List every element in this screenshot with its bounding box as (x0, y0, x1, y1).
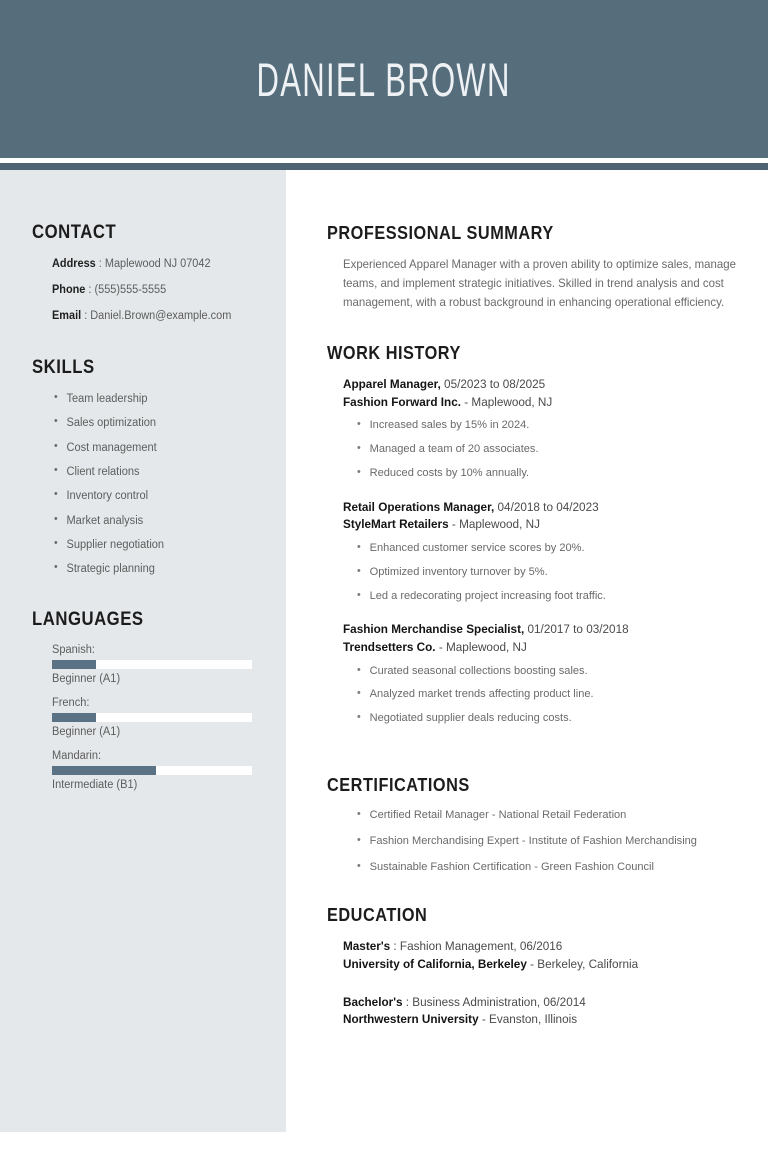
education-school-line (343, 956, 730, 974)
job-company-line (343, 639, 730, 657)
languages-heading: LANGUAGES (32, 608, 144, 630)
skill-item: • Cost management (54, 441, 252, 455)
skill-item: • Market analysis (54, 514, 252, 528)
language-name: French: (52, 696, 90, 709)
job-location: - Maplewood, NJ (438, 639, 527, 654)
job-dates: 05/2023 to 08/2025 (444, 377, 546, 392)
job-bullet-list (343, 664, 742, 726)
job-bullet: • Increased sales by 15% in 2024. (357, 418, 730, 433)
skill-item: • Sales optimization (54, 416, 252, 430)
job-bullet: • Enhanced customer service scores by 20%. (357, 541, 730, 556)
summary-heading: PROFESSIONAL SUMMARY (327, 222, 554, 243)
skill-item: • Strategic planning (54, 562, 252, 576)
certifications-section (327, 774, 742, 874)
language-name: Mandarin: (52, 749, 102, 762)
job-title: Retail Operations Manager, (343, 499, 495, 514)
education-degree-label: Master's (343, 939, 391, 954)
certification-item: • Sustainable Fashion Certification - Green Fashion Council (357, 860, 730, 875)
job-location: - Maplewood, NJ (464, 394, 553, 409)
job-title: Fashion Merchandise Specialist, (343, 622, 525, 637)
language-proficiency-track (52, 660, 252, 669)
languages-list (32, 644, 260, 791)
language-proficiency-track (52, 766, 252, 775)
job-company: Fashion Forward Inc. (343, 394, 461, 409)
certifications-heading: CERTIFICATIONS (327, 773, 470, 795)
contact-email-row (52, 309, 250, 324)
work-history-heading: WORK HISTORY (327, 342, 461, 364)
skills-section (32, 357, 260, 577)
job-bullet: • Managed a team of 20 associates. (357, 442, 730, 457)
language-level: Beginner (A1) (52, 725, 121, 738)
sidebar-column (0, 170, 286, 1132)
education-degree-value: : Business Administration, 06/2014 (405, 994, 586, 1009)
skill-item: • Inventory control (54, 489, 252, 503)
education-entry (343, 938, 742, 973)
education-section (327, 904, 742, 1028)
education-school: Northwestern University (343, 1012, 479, 1027)
job-title-line (343, 376, 730, 394)
summary-text: Experienced Apparel Manager with a proven ability to optimize sales, manage teams, and implement strategic initiatives. Skilled in trend analysis and cost management, with a robust background in enhancing operational efficiency. (343, 258, 736, 309)
skills-heading: SKILLS (32, 356, 95, 378)
education-school-location: - Evanston, Illinois (481, 1012, 578, 1027)
education-school-line (343, 1011, 730, 1029)
job-bullet-list (343, 418, 742, 480)
contact-address-value: : Maplewood NJ 07042 (98, 258, 211, 270)
skill-item: • Team leadership (54, 392, 252, 406)
education-school: University of California, Berkeley (343, 957, 527, 971)
language-item (52, 644, 260, 685)
education-heading: EDUCATION (327, 904, 428, 926)
contact-phone-label: Phone (52, 283, 86, 296)
education-degree-value: : Fashion Management, 06/2016 (393, 939, 563, 954)
job-bullet: • Analyzed market trends affecting product line. (357, 687, 730, 702)
job-entry (343, 499, 742, 604)
skills-list (32, 392, 260, 577)
job-bullet: • Curated seasonal collections boosting sales. (357, 664, 730, 679)
language-item (52, 750, 260, 791)
contact-list (32, 257, 260, 324)
job-company-line (343, 394, 730, 412)
language-proficiency-fill (52, 660, 96, 669)
language-level: Beginner (A1) (52, 672, 121, 685)
job-title-line (343, 621, 730, 639)
job-dates: 01/2017 to 03/2018 (527, 622, 629, 637)
skill-item: • Client relations (54, 465, 252, 479)
contact-section (32, 222, 260, 324)
language-proficiency-fill (52, 766, 156, 775)
certifications-list (327, 808, 742, 874)
main-column (291, 170, 768, 1152)
skill-item: • Supplier negotiation (54, 538, 252, 552)
language-item (52, 697, 260, 738)
education-degree-line (343, 994, 730, 1012)
job-bullet: • Led a redecorating project increasing foot traffic. (357, 589, 730, 604)
job-title: Apparel Manager, (343, 377, 441, 392)
job-company: Trendsetters Co. (343, 639, 436, 654)
job-bullet: • Optimized inventory turnover by 5%. (357, 565, 730, 580)
language-name: Spanish: (52, 643, 95, 656)
education-degree-label: Bachelor's (343, 994, 403, 1009)
job-company: StyleMart Retailers (343, 517, 449, 532)
summary-section (327, 222, 742, 312)
contact-email-label: Email (52, 309, 82, 322)
job-bullet: • Negotiated supplier deals reducing costs. (357, 711, 730, 726)
contact-phone-row (52, 283, 250, 298)
languages-section (32, 609, 260, 791)
job-dates: 04/2018 to 04/2023 (497, 499, 599, 514)
job-bullet-list (343, 541, 742, 603)
resume-header (0, 0, 768, 158)
job-title-line (343, 499, 730, 517)
education-school-location: - Berkeley, California (530, 957, 639, 971)
language-proficiency-track (52, 713, 252, 722)
job-bullet: • Reduced costs by 10% annually. (357, 466, 730, 481)
language-level: Intermediate (B1) (52, 778, 138, 791)
language-proficiency-fill (52, 713, 96, 722)
contact-address-row (52, 257, 250, 272)
contact-heading: CONTACT (32, 222, 117, 243)
contact-phone-value: : (555)555-5555 (88, 283, 167, 296)
resume-body (0, 170, 768, 1152)
contact-email-value: : Daniel.Brown@example.com (84, 309, 232, 322)
work-history-section (327, 342, 742, 726)
job-location: - Maplewood, NJ (451, 517, 540, 532)
education-entry (343, 994, 742, 1029)
job-company-line (343, 516, 730, 534)
job-entry (343, 376, 742, 481)
certification-item: • Certified Retail Manager - National Retail Federation (357, 808, 730, 823)
certification-item: • Fashion Merchandising Expert - Institute of Fashion Merchandising (357, 834, 730, 849)
contact-address-label: Address (52, 258, 96, 270)
header-accent-rule (0, 163, 768, 170)
candidate-name: DANIEL BROWN (256, 52, 512, 106)
education-degree-line (343, 938, 730, 956)
job-entry (343, 621, 742, 726)
